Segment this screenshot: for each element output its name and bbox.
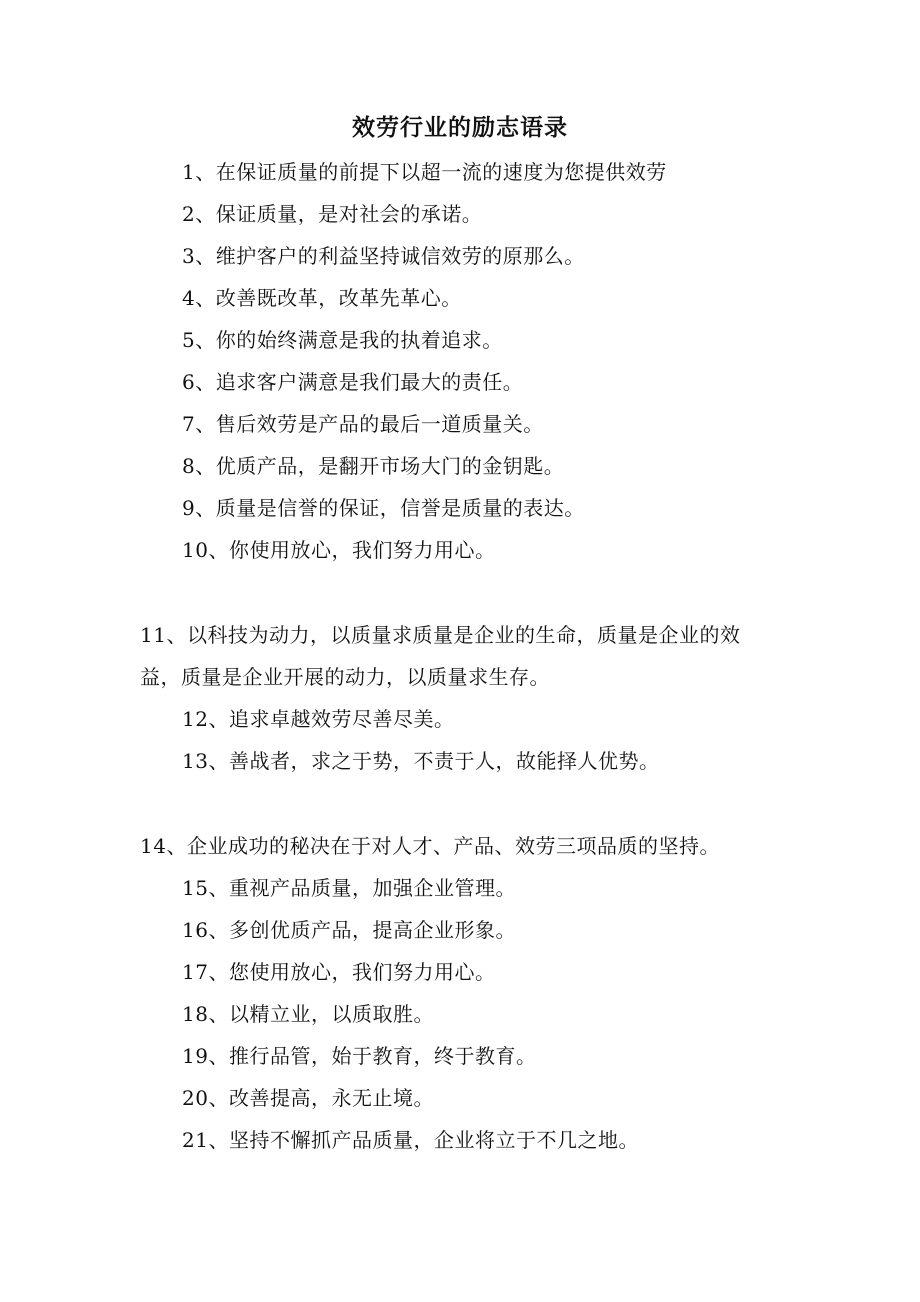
quote-line: 16、多创优质产品，提高企业形象。 [182, 918, 516, 942]
quote-line: 6、追求客户满意是我们最大的责任。 [182, 370, 524, 394]
quote-line-continuation: 益，质量是企业开展的动力，以质量求生存。 [140, 665, 550, 689]
quote-line: 18、以精立业，以质取胜。 [182, 1002, 434, 1026]
quote-line: 4、改善既改革，改革先革心。 [182, 286, 462, 310]
quote-line: 21、坚持不懈抓产品质量，企业将立于不几之地。 [182, 1128, 639, 1152]
quote-line: 14、企业成功的秘决在于对人才、产品、效劳三项品质的坚持。 [140, 834, 720, 858]
quote-line: 13、善战者，求之于势，不责于人，故能择人优势。 [182, 749, 660, 773]
quote-line: 11、以科技为动力，以质量求质量是企业的生命，质量是企业的效 [140, 623, 741, 647]
quote-line: 20、改善提高，永无止境。 [182, 1086, 434, 1110]
quote-line: 15、重视产品质量，加强企业管理。 [182, 876, 516, 900]
quote-line: 10、你使用放心，我们努力用心。 [182, 538, 496, 562]
quote-line: 1、在保证质量的前提下以超一流的速度为您提供效劳 [182, 160, 667, 184]
quote-line: 19、推行品管，始于教育，终于教育。 [182, 1044, 537, 1068]
quote-line: 2、保证质量，是对社会的承诺。 [182, 202, 483, 226]
quote-line: 17、您使用放心，我们努力用心。 [182, 960, 496, 984]
quote-line: 8、优质产品，是翻开市场大门的金钥匙。 [182, 454, 565, 478]
document-title: 效劳行业的励志语录 [352, 114, 568, 141]
quote-line: 3、维护客户的利益坚持诚信效劳的原那么。 [182, 244, 585, 268]
quote-line: 9、质量是信誉的保证，信誉是质量的表达。 [182, 496, 585, 520]
quote-line: 12、追求卓越效劳尽善尽美。 [182, 707, 455, 731]
quote-line: 7、售后效劳是产品的最后一道质量关。 [182, 412, 544, 436]
quote-line: 5、你的始终满意是我的执着追求。 [182, 328, 503, 352]
